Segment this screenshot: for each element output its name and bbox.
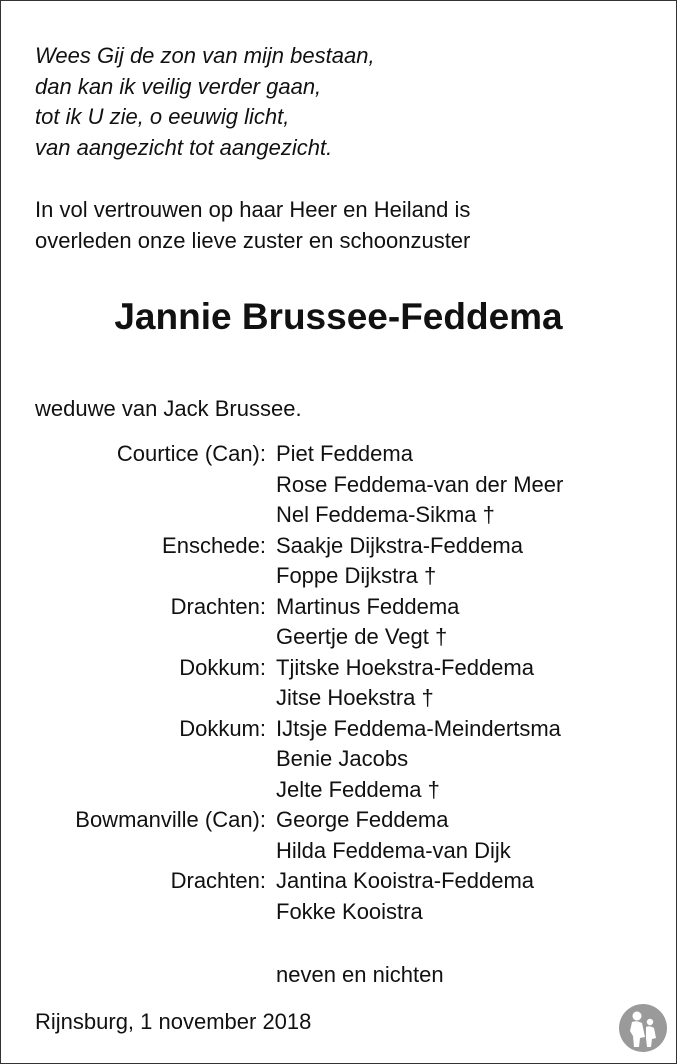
poem-line: Wees Gij de zon van mijn bestaan, [35,43,375,68]
family-person: Piet Feddema [276,441,413,466]
family-place: Dokkum: [179,654,266,680]
family-row [1,897,676,928]
family-row [1,836,676,867]
family-place: Drachten: [170,868,266,893]
widow-line: weduwe van Jack Brussee. [35,396,302,421]
family-person: Fokke Kooistra [276,898,423,924]
family-person: Martinus Feddema [276,593,460,619]
family-row [1,592,676,623]
poem-line: van aangezicht tot aangezicht. [35,134,333,160]
memorial-figure-svg [618,1003,668,1053]
family-person: Jitse Hoekstra † [276,685,434,710]
intro-text [35,195,470,256]
memorial-figure-icon [618,1003,668,1053]
poem-line: dan kan ik veilig verder gaan, [35,73,322,99]
family-person: Benie Jacobs [276,746,409,771]
intro-line: In vol vertrouwen op haar Heer en Heiland is [35,197,471,222]
family-place: Dokkum: [179,715,266,741]
deceased-name: Jannie Brussee-Feddema [114,296,563,337]
family-person: Geertje de Vegt † [276,624,448,649]
family-person: Jelte Feddema † [276,776,440,802]
family-place: Bowmanville (Can): [75,807,266,832]
family-person: Jantina Kooistra-Feddema [276,868,535,893]
family-person: IJtsje Feddema-Meindertsma [276,715,561,741]
poem [35,41,375,163]
family-place: Enschede: [162,532,266,558]
family-person: Hilda Feddema-van Dijk [276,837,511,863]
family-place: Drachten: [170,593,266,619]
family-person: Foppe Dijkstra † [276,563,437,588]
family-row [1,683,676,714]
family-row [1,439,676,470]
family-person: Nel Feddema-Sikma † [276,502,495,527]
family-person: Rose Feddema-van der Meer [276,471,564,497]
poem-line: tot ik U zie, o eeuwig licht, [35,104,290,129]
family-list [1,439,676,927]
family-row [1,470,676,501]
intro-line: overleden onze lieve zuster en schoonzuster [35,227,471,253]
family-person: Saakje Dijkstra-Feddema [276,532,523,558]
family-person: George Feddema [276,807,449,832]
family-row [1,805,676,836]
family-place: Courtice (Can): [116,441,266,466]
place-date-line: Rijnsburg, 1 november 2018 [35,1009,312,1034]
family-row [1,531,676,562]
family-row [1,866,676,897]
family-row [1,622,676,653]
family-row [1,500,676,531]
family-row [1,561,676,592]
cousins-line: neven en nichten [276,962,444,987]
family-row [1,744,676,775]
family-row [1,714,676,745]
family-row [1,775,676,806]
family-person: Tjitske Hoekstra-Feddema [276,654,534,680]
family-row [1,653,676,684]
